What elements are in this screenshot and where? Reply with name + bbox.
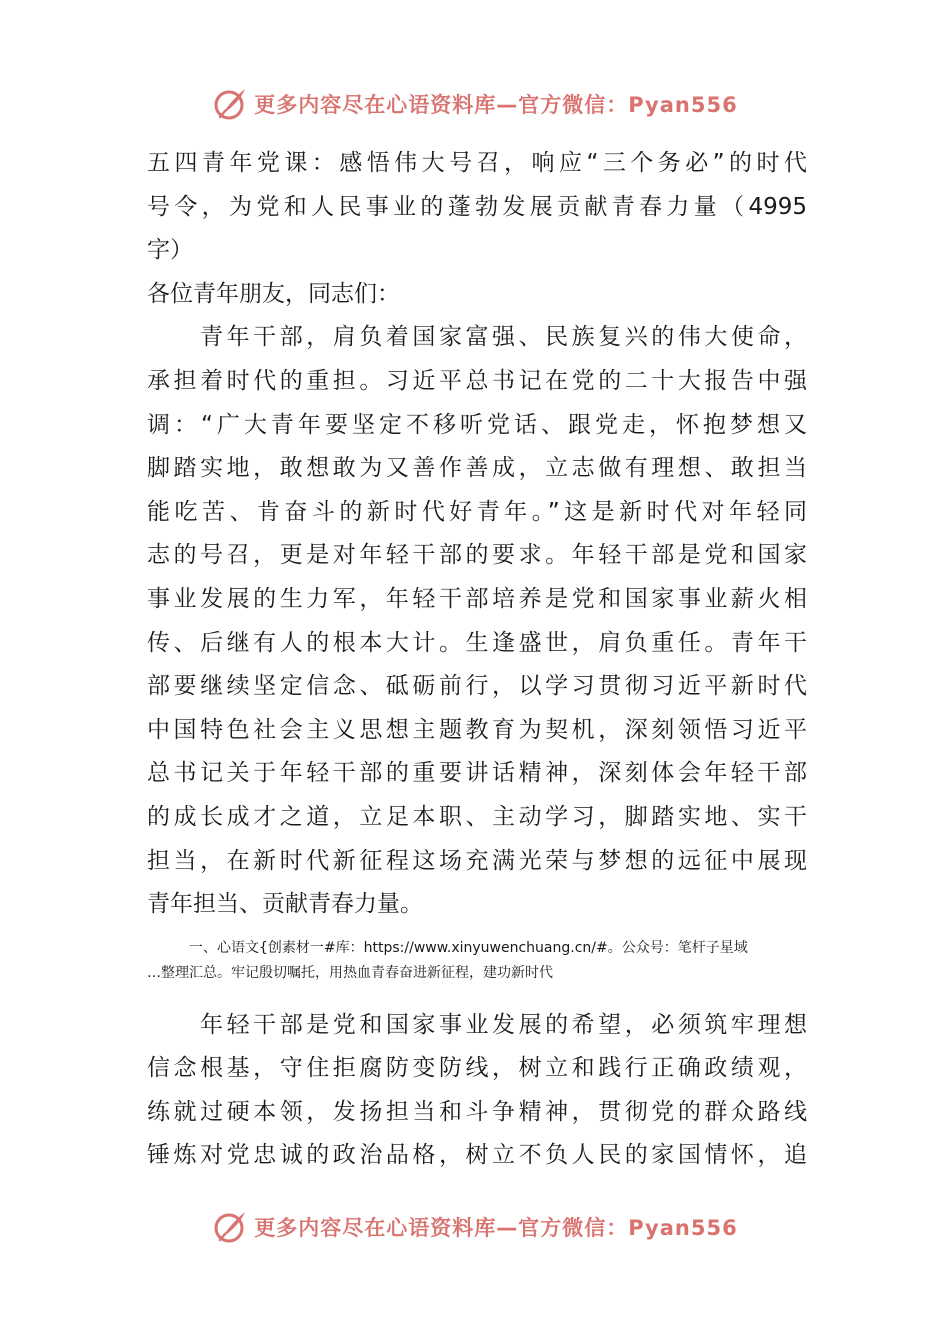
paragraph-line: 传、后继有人的根本大计。生逢盛世，肩负重任。青年干	[147, 629, 807, 656]
paragraph-line: 调：“广大青年要坚定不移听党话、跟党走，怀抱梦想又	[147, 411, 807, 438]
paragraph-2	[147, 1004, 807, 1178]
watermark-text: 更多内容尽在心语资料库—官方微信：Pyan556	[254, 1216, 738, 1240]
paragraph-line: 练就过硬本领，发扬担当和斗争精神，贯彻党的群众路线	[147, 1098, 807, 1125]
paragraph-line: 担当，在新时代新征程这场充满光荣与梦想的远征中展现	[147, 847, 807, 874]
document-title	[147, 142, 807, 273]
paragraph-line: 锤炼对党忠诚的政治品格，树立不负人民的家国情怀，追	[147, 1142, 807, 1169]
paragraph-line: 志的号召，更是对年轻干部的要求。年轻干部是党和国家	[147, 542, 807, 569]
paragraph-line: 部要继续坚定信念、砥砺前行，以学习贯彻习近平新时代	[147, 673, 807, 700]
quill-logo-icon	[212, 1209, 248, 1245]
footer-watermark	[0, 1207, 950, 1247]
paragraph-line: 总书记关于年轻干部的重要讲话精神，深刻体会年轻干部	[147, 760, 807, 787]
paragraph-line: 事业发展的生力军，年轻干部培养是党和国家事业薪火相	[147, 585, 807, 612]
header-watermark	[0, 84, 950, 124]
title-line: 字）	[147, 237, 193, 264]
section-heading-note: …整理汇总。牢记殷切嘱托，用热血青春奋进新征程，建功新时代	[147, 964, 553, 981]
paragraph-line: 脚踏实地，敢想敢为又善作善成，立志做有理想、敢担当	[147, 455, 807, 482]
paragraph-line: 信念根基，守住拒腐防变防线，树立和践行正确政绩观，	[147, 1055, 807, 1082]
paragraph-line: 能吃苦、肯奋斗的新时代好青年。”这是新时代对年轻同	[147, 498, 807, 525]
paragraph-line: 青年担当、贡献青春力量。	[147, 891, 423, 918]
spacer	[147, 986, 807, 1004]
watermark-text: 更多内容尽在心语资料库—官方微信：Pyan556	[254, 93, 738, 117]
paragraph-line: 的成长成才之道，立足本职、主动学习，脚踏实地、实干	[147, 803, 807, 830]
title-line: 号令，为党和人民事业的蓬勃发展贡献青春力量（4995	[147, 193, 807, 220]
paragraph-line: 承担着时代的重担。习近平总书记在党的二十大报告中强	[147, 367, 807, 394]
paragraph-line: 年轻干部是党和国家事业发展的希望，必须筑牢理想	[147, 1011, 807, 1038]
quill-logo-icon	[212, 86, 248, 122]
document-body	[147, 142, 807, 1178]
title-line: 五四青年党课：感悟伟大号召，响应“三个务必”的时代	[147, 150, 807, 176]
paragraph-line: 中国特色社会主义思想主题教育为契机，深刻领悟习近平	[147, 716, 807, 743]
section-heading-note: 一、心语文{创素材一#库：https://www.xinyuwenchuang.cn/#。公众号：笔杆子星域	[147, 939, 748, 956]
paragraph-line: 青年干部，肩负着国家富强、民族复兴的伟大使命，	[147, 324, 807, 351]
paragraph-1	[147, 316, 807, 926]
greeting: 各位青年朋友，同志们：	[147, 280, 400, 307]
